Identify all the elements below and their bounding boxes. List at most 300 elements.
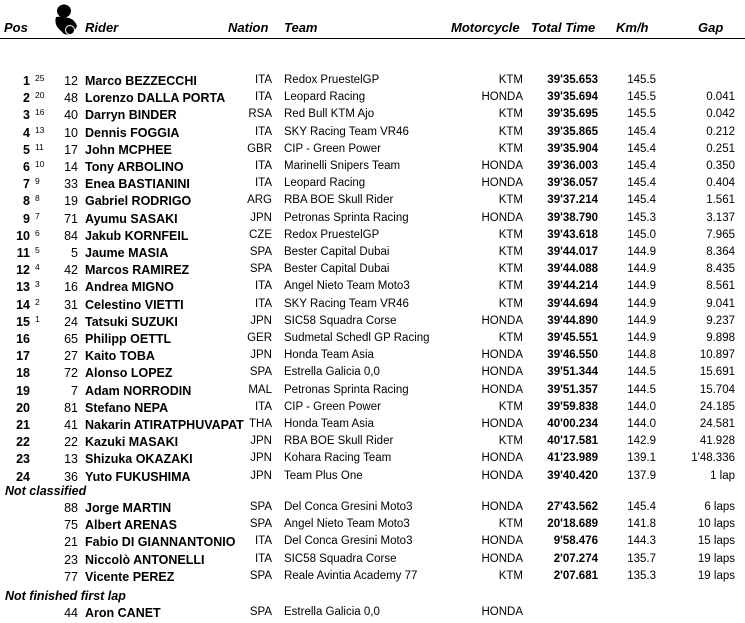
total-time-cell: 39'35.904: [547, 142, 598, 155]
motorcycle-cell: HONDA: [481, 535, 523, 548]
rider-name-cell: Lorenzo DALLA PORTA: [85, 91, 226, 106]
table-row: [0, 451, 745, 468]
speed-cell: 145.0: [627, 228, 656, 241]
rider-name-cell: Kazuki MASAKI: [85, 435, 179, 450]
header-rider: Rider: [85, 20, 119, 35]
position-cell: 3: [23, 108, 30, 123]
gap-cell: 15 laps: [697, 535, 735, 548]
team-cell: Team Plus One: [284, 469, 363, 482]
table-row: [0, 400, 745, 417]
motorcycle-cell: HONDA: [481, 91, 523, 104]
motorcycle-cell: KTM: [498, 332, 523, 344]
header-gap: Gap: [698, 20, 724, 35]
rider-number-cell: 7: [71, 383, 78, 398]
rider-name-cell: Ayumu SASAKI: [85, 211, 178, 226]
motorcycle-cell: KTM: [498, 569, 523, 582]
table-row: [0, 552, 745, 569]
rider-name-cell: Shizuka OKAZAKI: [85, 452, 193, 467]
position-cell: 14: [16, 297, 30, 312]
rider-name-cell: Gabriel RODRIGO: [85, 194, 192, 209]
total-time-cell: 39'59.838: [547, 400, 598, 413]
table-row: [0, 517, 745, 534]
speed-cell: 145.4: [627, 194, 656, 207]
points-cell: 2: [35, 296, 40, 307]
team-cell: Del Conca Gresini Moto3: [284, 535, 413, 548]
points-cell: 13: [35, 124, 45, 135]
total-time-cell: 39'40.420: [547, 469, 598, 482]
gap-cell: 9.041: [706, 297, 735, 310]
team-cell: Bester Capital Dubai: [284, 246, 390, 258]
team-cell: Honda Team Asia: [284, 349, 374, 362]
position-cell: 24: [16, 469, 30, 484]
table-row: [0, 193, 745, 210]
position-cell: 18: [16, 366, 30, 381]
nation-cell: ITA: [254, 160, 272, 172]
team-cell: SKY Racing Team VR46: [284, 125, 409, 138]
rider-silhouette-icon: [50, 4, 80, 36]
nation-cell: JPN: [250, 211, 272, 224]
position-cell: 9: [23, 211, 30, 226]
team-cell: Redox PruestelGP: [284, 228, 380, 241]
rider-name-cell: Yuto FUKUSHIMA: [85, 469, 191, 484]
gap-cell: 10.897: [699, 349, 735, 362]
total-time-cell: 39'44.088: [547, 263, 598, 276]
gap-cell: 9.898: [706, 332, 735, 344]
position-cell: 8: [23, 194, 30, 209]
team-cell: Red Bull KTM Ajo: [284, 108, 375, 121]
nation-cell: ITA: [254, 552, 272, 565]
rider-name-cell: Dennis FOGGIA: [85, 125, 180, 140]
motorcycle-cell: KTM: [498, 108, 523, 121]
speed-cell: 144.9: [627, 246, 656, 258]
table-row: [0, 331, 745, 348]
points-cell: 9: [35, 176, 40, 187]
results-header: [0, 0, 745, 39]
speed-cell: 145.5: [627, 91, 656, 104]
position-cell: 17: [16, 349, 30, 364]
motorcycle-cell: HONDA: [481, 349, 523, 362]
nation-cell: JPN: [250, 314, 272, 327]
nation-cell: RSA: [248, 108, 272, 121]
team-cell: Kohara Racing Team: [284, 452, 392, 465]
nation-cell: SPA: [249, 263, 272, 276]
motorcycle-cell: KTM: [498, 280, 523, 293]
rider-number-cell: 14: [64, 160, 78, 174]
speed-cell: 145.4: [627, 160, 656, 172]
nation-cell: JPN: [250, 435, 272, 448]
rider-name-cell: Fabio DI GIANNANTONIO: [85, 535, 236, 550]
position-cell: 6: [23, 160, 30, 174]
rider-name-cell: John MCPHEE: [85, 142, 172, 157]
rider-name-cell: Marcos RAMIREZ: [85, 263, 190, 278]
gap-cell: 1.561: [706, 194, 735, 207]
speed-cell: 145.5: [627, 74, 656, 86]
rider-number-cell: 12: [64, 74, 78, 88]
speed-cell: 145.4: [627, 177, 656, 190]
not-classified-heading: Not classified: [5, 484, 87, 498]
motorcycle-cell: HONDA: [481, 177, 523, 190]
total-time-cell: 39'44.017: [547, 246, 598, 258]
nation-cell: ITA: [254, 297, 272, 310]
motorcycle-cell: HONDA: [481, 160, 523, 172]
gap-cell: 9.237: [706, 314, 735, 327]
position-cell: 16: [16, 332, 30, 346]
team-cell: Estrella Galicia 0,0: [284, 606, 380, 618]
team-cell: Redox PruestelGP: [284, 74, 380, 86]
nation-cell: GER: [247, 332, 272, 344]
rider-number-cell: 44: [64, 606, 78, 620]
table-row: [0, 90, 745, 107]
points-cell: 25: [35, 73, 45, 83]
speed-cell: 144.9: [627, 263, 656, 276]
nation-cell: SPA: [249, 366, 272, 379]
position-cell: 13: [16, 280, 30, 295]
table-row: [0, 534, 745, 551]
motorcycle-cell: HONDA: [481, 418, 523, 430]
total-time-cell: 39'46.550: [547, 349, 598, 362]
rider-number-cell: 36: [64, 469, 78, 484]
total-time-cell: 39'37.214: [547, 194, 598, 207]
rider-number-cell: 65: [64, 332, 78, 346]
total-time-cell: 39'44.694: [547, 297, 598, 310]
table-row: [0, 469, 745, 486]
motorcycle-cell: KTM: [498, 518, 523, 531]
total-time-cell: 40'00.234: [547, 418, 598, 430]
motorcycle-cell: HONDA: [481, 469, 523, 482]
table-row: [0, 279, 745, 296]
rider-number-cell: 48: [64, 91, 78, 106]
table-row: [0, 434, 745, 451]
speed-cell: 144.9: [627, 297, 656, 310]
gap-cell: 24.185: [699, 400, 735, 413]
team-cell: Estrella Galicia 0,0: [284, 366, 380, 379]
team-cell: Marinelli Snipers Team: [284, 160, 401, 172]
table-row: [0, 176, 745, 193]
rider-name-cell: Darryn BINDER: [85, 108, 177, 123]
rider-number-cell: 33: [64, 177, 78, 192]
rider-number-cell: 21: [64, 535, 78, 550]
rider-name-cell: Tatsuki SUZUKI: [85, 314, 178, 329]
rider-name-cell: Jakub KORNFEIL: [85, 228, 189, 243]
nation-cell: ARG: [247, 194, 272, 207]
total-time-cell: 39'51.357: [547, 383, 598, 396]
table-row: [0, 142, 745, 159]
gap-cell: 41.928: [699, 435, 735, 448]
gap-cell: 0.041: [706, 91, 735, 104]
nation-cell: THA: [249, 418, 272, 430]
rider-name-cell: Niccolò ANTONELLI: [85, 552, 205, 567]
gap-cell: 0.350: [706, 160, 735, 172]
rider-number-cell: 88: [64, 501, 78, 515]
position-cell: 23: [16, 452, 30, 467]
rider-name-cell: Marco BEZZECCHI: [85, 74, 197, 88]
header-motorcycle: Motorcycle: [451, 20, 520, 35]
total-time-cell: 39'35.865: [547, 125, 598, 138]
gap-cell: 24.581: [699, 418, 735, 430]
points-cell: 7: [35, 210, 40, 221]
position-cell: 15: [16, 314, 30, 329]
gap-cell: 6 laps: [704, 501, 735, 513]
motorcycle-cell: KTM: [498, 435, 523, 448]
table-row: [0, 365, 745, 382]
total-time-cell: 39'38.790: [547, 211, 598, 224]
motorcycle-cell: KTM: [498, 263, 523, 276]
nation-cell: SPA: [249, 606, 272, 618]
table-row: [0, 605, 745, 622]
nation-cell: JPN: [250, 349, 272, 362]
total-time-cell: 39'51.344: [547, 366, 598, 379]
rider-name-cell: Philipp OETTL: [85, 332, 172, 346]
gap-cell: 19 laps: [697, 552, 735, 565]
table-row: [0, 228, 745, 245]
speed-cell: 137.9: [627, 469, 656, 482]
points-cell: 3: [35, 279, 40, 290]
not-finished-heading: Not finished first lap: [5, 589, 126, 603]
nation-cell: CZE: [249, 228, 272, 241]
rider-name-cell: Andrea MIGNO: [85, 280, 174, 295]
nation-cell: JPN: [250, 469, 272, 482]
nation-cell: SPA: [249, 518, 272, 531]
position-cell: 22: [16, 435, 30, 450]
speed-cell: 142.9: [627, 435, 656, 448]
gap-cell: 10 laps: [697, 518, 735, 531]
total-time-cell: 39'45.551: [547, 332, 598, 344]
speed-cell: 145.4: [627, 501, 656, 513]
team-cell: Reale Avintia Academy 77: [284, 569, 418, 582]
position-cell: 20: [16, 400, 30, 415]
rider-number-cell: 31: [64, 297, 78, 312]
motorcycle-cell: HONDA: [481, 606, 523, 618]
team-cell: Bester Capital Dubai: [284, 263, 390, 276]
position-cell: 4: [23, 125, 30, 140]
rider-number-cell: 13: [64, 452, 78, 467]
rider-number-cell: 19: [64, 194, 78, 209]
header-pos: Pos: [4, 20, 28, 35]
motorcycle-cell: HONDA: [481, 366, 523, 379]
header-nation: Nation: [228, 20, 269, 35]
rider-name-cell: Enea BASTIANINI: [85, 177, 190, 192]
total-time-cell: 2'07.274: [553, 552, 598, 565]
rider-name-cell: Kaito TOBA: [85, 349, 155, 364]
speed-cell: 145.4: [627, 142, 656, 155]
rider-number-cell: 75: [64, 518, 78, 533]
rider-number-cell: 17: [64, 142, 78, 157]
rider-name-cell: Jaume MASIA: [85, 246, 169, 260]
points-cell: 10: [35, 159, 45, 169]
rider-name-cell: Alonso LOPEZ: [85, 366, 173, 381]
gap-cell: 15.691: [699, 366, 735, 379]
header-total-time: Total Time: [531, 20, 596, 35]
motorcycle-cell: HONDA: [481, 452, 523, 465]
speed-cell: 145.3: [627, 211, 656, 224]
rider-name-cell: Vicente PEREZ: [85, 569, 175, 584]
position-cell: 7: [23, 177, 30, 192]
table-row: [0, 500, 745, 517]
gap-cell: 0.251: [706, 142, 735, 155]
team-cell: Angel Nieto Team Moto3: [284, 518, 410, 531]
speed-cell: 144.3: [627, 535, 656, 548]
position-cell: 2: [23, 91, 30, 106]
table-row: [0, 383, 745, 400]
motorcycle-cell: HONDA: [481, 501, 523, 513]
speed-cell: 145.4: [627, 125, 656, 138]
speed-cell: 144.5: [627, 366, 656, 379]
rider-number-cell: 24: [64, 314, 78, 329]
gap-cell: 0.212: [706, 125, 735, 138]
total-time-cell: 39'44.890: [547, 314, 598, 327]
table-row: [0, 569, 745, 586]
nation-cell: MAL: [248, 383, 272, 396]
points-cell: 16: [35, 107, 45, 118]
rider-number-cell: 42: [64, 263, 78, 278]
table-row: [0, 314, 745, 331]
table-row: [0, 73, 745, 90]
team-cell: SIC58 Squadra Corse: [284, 552, 397, 565]
table-row: [0, 211, 745, 228]
motorcycle-cell: KTM: [498, 142, 523, 155]
speed-cell: 144.5: [627, 383, 656, 396]
rider-name-cell: Stefano NEPA: [85, 400, 169, 415]
team-cell: CIP - Green Power: [284, 142, 381, 155]
rider-name-cell: Adam NORRODIN: [85, 383, 192, 398]
gap-cell: 15.704: [699, 383, 735, 396]
total-time-cell: 27'43.562: [547, 501, 598, 513]
motorcycle-cell: KTM: [498, 74, 523, 86]
total-time-cell: 2'07.681: [553, 569, 598, 582]
position-cell: 19: [16, 383, 30, 398]
motorcycle-cell: HONDA: [481, 383, 523, 396]
nation-cell: ITA: [254, 400, 272, 413]
gap-cell: 19 laps: [697, 569, 735, 582]
gap-cell: 0.404: [706, 177, 735, 190]
rider-name-cell: Jorge MARTIN: [85, 501, 172, 515]
nation-cell: JPN: [250, 452, 272, 465]
nation-cell: SPA: [249, 501, 272, 513]
rider-number-cell: 10: [64, 125, 78, 140]
table-row: [0, 125, 745, 142]
nation-cell: ITA: [254, 177, 272, 190]
table-row: [0, 417, 745, 434]
team-cell: Angel Nieto Team Moto3: [284, 280, 410, 293]
speed-cell: 135.3: [627, 569, 656, 582]
gap-cell: 7.965: [706, 228, 735, 241]
header-team: Team: [284, 20, 318, 35]
table-row: [0, 245, 745, 262]
team-cell: Leopard Racing: [284, 177, 366, 190]
position-cell: 10: [16, 228, 30, 243]
team-cell: CIP - Green Power: [284, 400, 381, 413]
total-time-cell: 39'36.057: [547, 177, 598, 190]
position-cell: 12: [16, 263, 30, 278]
total-time-cell: 20'18.689: [547, 518, 598, 531]
rider-name-cell: Nakarin ATIRATPHUVAPAT: [85, 418, 244, 432]
total-time-cell: 39'44.214: [547, 280, 598, 293]
speed-cell: 144.9: [627, 280, 656, 293]
rider-number-cell: 71: [64, 211, 78, 226]
position-cell: 1: [23, 74, 30, 88]
nation-cell: ITA: [254, 280, 272, 293]
team-cell: SIC58 Squadra Corse: [284, 314, 397, 327]
team-cell: SKY Racing Team VR46: [284, 297, 409, 310]
nation-cell: ITA: [254, 535, 272, 548]
points-cell: 11: [35, 141, 44, 152]
team-cell: Sudmetal Schedl GP Racing: [284, 332, 430, 344]
gap-cell: 8.364: [706, 246, 735, 258]
rider-number-cell: 77: [64, 569, 78, 584]
team-cell: Del Conca Gresini Moto3: [284, 501, 413, 513]
motorcycle-cell: KTM: [498, 297, 523, 310]
team-cell: Honda Team Asia: [284, 418, 374, 430]
nation-cell: ITA: [254, 74, 272, 86]
total-time-cell: 39'35.653: [547, 74, 598, 86]
gap-cell: 1 lap: [710, 469, 735, 482]
speed-cell: 135.7: [627, 552, 656, 565]
header-kmh: Km/h: [616, 20, 649, 35]
speed-cell: 144.9: [627, 314, 656, 327]
nation-cell: ITA: [254, 91, 272, 104]
total-time-cell: 39'43.618: [547, 228, 598, 241]
rider-number-cell: 41: [64, 418, 78, 432]
total-time-cell: 40'17.581: [547, 435, 598, 448]
rider-number-cell: 72: [64, 366, 78, 381]
speed-cell: 144.0: [627, 400, 656, 413]
table-row: [0, 262, 745, 279]
rider-number-cell: 40: [64, 108, 78, 123]
gap-cell: 1'48.336: [691, 452, 735, 465]
speed-cell: 145.5: [627, 108, 656, 121]
team-cell: Leopard Racing: [284, 91, 366, 104]
rider-number-cell: 23: [64, 552, 78, 567]
motorcycle-cell: KTM: [498, 228, 523, 241]
team-cell: Petronas Sprinta Racing: [284, 383, 409, 396]
table-row: [0, 159, 745, 176]
nation-cell: SPA: [249, 569, 272, 582]
team-cell: RBA BOE Skull Rider: [284, 435, 394, 448]
total-time-cell: 9'58.476: [553, 535, 598, 548]
rider-number-cell: 5: [71, 246, 78, 260]
motorcycle-cell: HONDA: [481, 211, 523, 224]
team-cell: RBA BOE Skull Rider: [284, 194, 394, 207]
rider-name-cell: Albert ARENAS: [85, 518, 177, 533]
points-cell: 5: [35, 245, 40, 255]
gap-cell: 8.435: [706, 263, 735, 276]
motorcycle-cell: KTM: [498, 194, 523, 207]
gap-cell: 8.561: [706, 280, 735, 293]
speed-cell: 144.0: [627, 418, 656, 430]
rider-number-cell: 84: [64, 228, 78, 243]
speed-cell: 144.9: [627, 332, 656, 344]
motorcycle-cell: HONDA: [481, 552, 523, 565]
total-time-cell: 39'36.003: [547, 160, 598, 172]
total-time-cell: 41'23.989: [547, 452, 598, 465]
rider-name-cell: Tony ARBOLINO: [85, 160, 184, 174]
motorcycle-cell: HONDA: [481, 314, 523, 327]
table-row: [0, 348, 745, 365]
gap-cell: 0.042: [706, 108, 735, 121]
rider-name-cell: Aron CANET: [85, 606, 161, 620]
points-cell: 1: [35, 313, 40, 324]
position-cell: 5: [23, 142, 30, 157]
points-cell: 6: [35, 227, 40, 238]
gap-cell: 3.137: [706, 211, 735, 224]
rider-number-cell: 16: [64, 280, 78, 295]
points-cell: 4: [35, 262, 40, 273]
table-row: [0, 107, 745, 124]
speed-cell: 141.8: [627, 518, 656, 531]
rider-number-cell: 22: [64, 435, 78, 450]
rider-name-cell: Celestino VIETTI: [85, 297, 184, 312]
speed-cell: 144.8: [627, 349, 656, 362]
